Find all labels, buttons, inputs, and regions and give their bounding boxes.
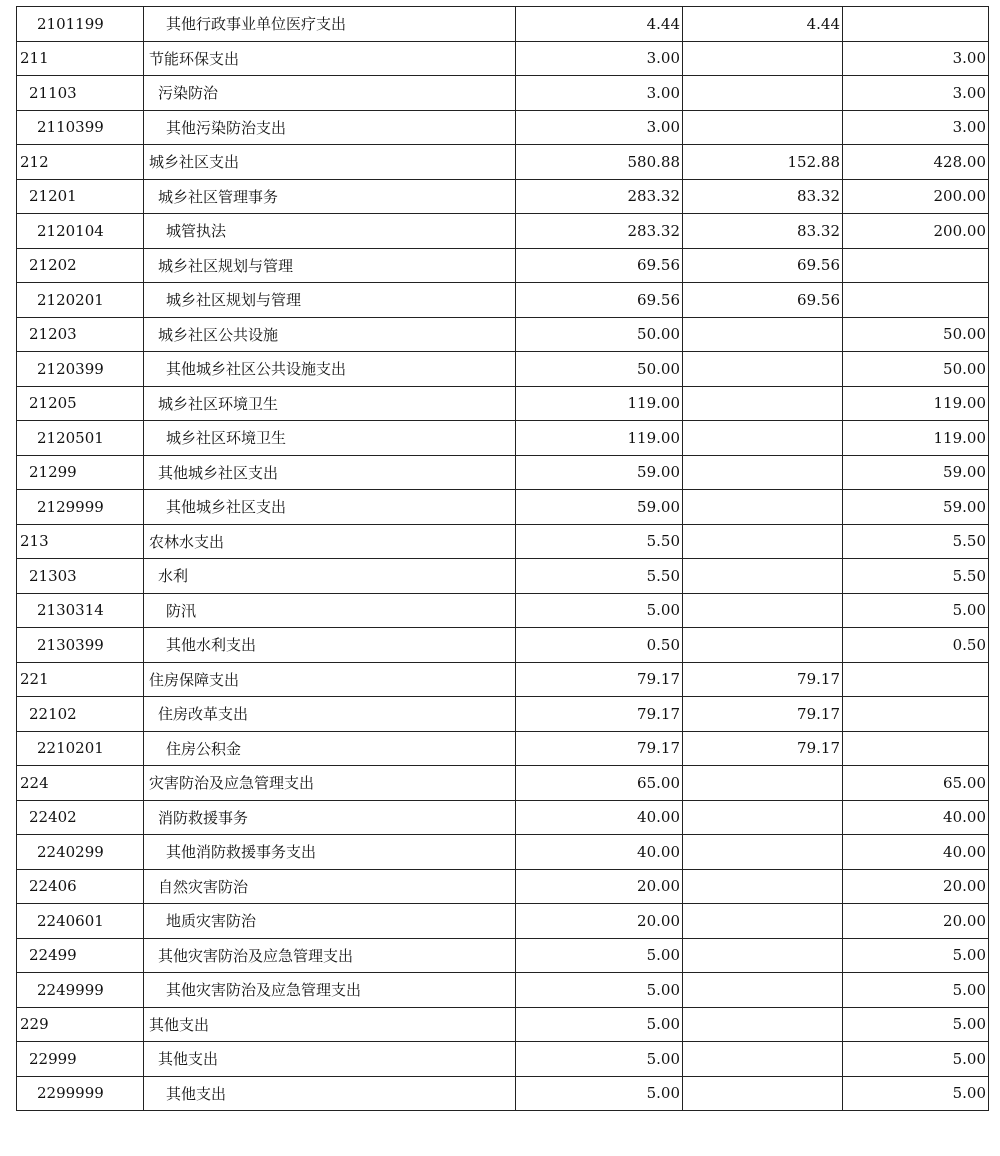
subject-name-cell: 住房保障支出 — [144, 662, 516, 697]
table-row — [17, 7, 989, 42]
subject-name-cell: 城管执法 — [144, 214, 516, 249]
total-amount-cell: 20.00 — [516, 869, 683, 904]
project-expenditure-cell: 5.00 — [843, 1007, 989, 1042]
basic-expenditure-cell: 69.56 — [683, 248, 843, 283]
subject-name-cell: 城乡社区管理事务 — [144, 179, 516, 214]
table-row — [17, 179, 989, 214]
subject-name-cell: 其他支出 — [144, 1076, 516, 1111]
total-amount-cell: 119.00 — [516, 386, 683, 421]
table-row — [17, 697, 989, 732]
table-row — [17, 559, 989, 594]
subject-name-cell: 其他城乡社区支出 — [144, 455, 516, 490]
subject-name-cell: 水利 — [144, 559, 516, 594]
basic-expenditure-cell: 83.32 — [683, 214, 843, 249]
project-expenditure-cell: 200.00 — [843, 179, 989, 214]
subject-code-cell: 2120104 — [17, 214, 144, 249]
subject-name-cell: 城乡社区公共设施 — [144, 317, 516, 352]
table-row — [17, 386, 989, 421]
basic-expenditure-cell — [683, 559, 843, 594]
basic-expenditure-cell — [683, 352, 843, 387]
project-expenditure-cell: 65.00 — [843, 766, 989, 801]
project-expenditure-cell: 119.00 — [843, 421, 989, 456]
subject-code-cell: 2120501 — [17, 421, 144, 456]
table-row — [17, 835, 989, 870]
table-row — [17, 76, 989, 111]
table-row — [17, 490, 989, 525]
total-amount-cell: 5.50 — [516, 524, 683, 559]
table-row — [17, 731, 989, 766]
subject-code-cell: 22406 — [17, 869, 144, 904]
basic-expenditure-cell — [683, 973, 843, 1008]
subject-name-cell: 灾害防治及应急管理支出 — [144, 766, 516, 801]
subject-code-cell: 2101199 — [17, 7, 144, 42]
project-expenditure-cell: 5.00 — [843, 1042, 989, 1077]
basic-expenditure-cell — [683, 455, 843, 490]
subject-name-cell: 城乡社区规划与管理 — [144, 283, 516, 318]
subject-name-cell: 其他灾害防治及应急管理支出 — [144, 973, 516, 1008]
table-row — [17, 869, 989, 904]
project-expenditure-cell: 5.50 — [843, 559, 989, 594]
subject-code-cell: 22499 — [17, 938, 144, 973]
total-amount-cell: 5.00 — [516, 1007, 683, 1042]
total-amount-cell: 69.56 — [516, 283, 683, 318]
basic-expenditure-cell — [683, 628, 843, 663]
basic-expenditure-cell — [683, 766, 843, 801]
total-amount-cell: 79.17 — [516, 731, 683, 766]
basic-expenditure-cell — [683, 904, 843, 939]
project-expenditure-cell: 119.00 — [843, 386, 989, 421]
subject-name-cell: 城乡社区环境卫生 — [144, 421, 516, 456]
total-amount-cell: 50.00 — [516, 352, 683, 387]
basic-expenditure-cell — [683, 317, 843, 352]
total-amount-cell: 69.56 — [516, 248, 683, 283]
table-row — [17, 214, 989, 249]
project-expenditure-cell: 5.00 — [843, 1076, 989, 1111]
project-expenditure-cell: 40.00 — [843, 835, 989, 870]
subject-name-cell: 其他城乡社区公共设施支出 — [144, 352, 516, 387]
basic-expenditure-cell — [683, 1076, 843, 1111]
total-amount-cell: 79.17 — [516, 697, 683, 732]
total-amount-cell: 3.00 — [516, 76, 683, 111]
total-amount-cell: 0.50 — [516, 628, 683, 663]
subject-name-cell: 其他行政事业单位医疗支出 — [144, 7, 516, 42]
basic-expenditure-cell — [683, 110, 843, 145]
subject-code-cell: 2130314 — [17, 593, 144, 628]
subject-name-cell: 其他灾害防治及应急管理支出 — [144, 938, 516, 973]
budget-expenditure-table — [16, 6, 989, 1111]
project-expenditure-cell: 5.50 — [843, 524, 989, 559]
subject-code-cell: 21202 — [17, 248, 144, 283]
project-expenditure-cell: 20.00 — [843, 869, 989, 904]
table-row — [17, 524, 989, 559]
subject-name-cell: 自然灾害防治 — [144, 869, 516, 904]
table-row — [17, 904, 989, 939]
subject-name-cell: 农林水支出 — [144, 524, 516, 559]
subject-name-cell: 城乡社区环境卫生 — [144, 386, 516, 421]
subject-code-cell: 213 — [17, 524, 144, 559]
basic-expenditure-cell — [683, 421, 843, 456]
basic-expenditure-cell — [683, 1042, 843, 1077]
project-expenditure-cell: 200.00 — [843, 214, 989, 249]
subject-name-cell: 污染防治 — [144, 76, 516, 111]
project-expenditure-cell: 5.00 — [843, 973, 989, 1008]
subject-name-cell: 其他支出 — [144, 1007, 516, 1042]
basic-expenditure-cell — [683, 800, 843, 835]
total-amount-cell: 283.32 — [516, 214, 683, 249]
basic-expenditure-cell — [683, 938, 843, 973]
subject-name-cell: 住房改革支出 — [144, 697, 516, 732]
table-row — [17, 110, 989, 145]
subject-name-cell: 城乡社区支出 — [144, 145, 516, 180]
basic-expenditure-cell — [683, 386, 843, 421]
project-expenditure-cell — [843, 7, 989, 42]
project-expenditure-cell: 0.50 — [843, 628, 989, 663]
table-row — [17, 628, 989, 663]
subject-name-cell: 城乡社区规划与管理 — [144, 248, 516, 283]
total-amount-cell: 5.00 — [516, 1042, 683, 1077]
basic-expenditure-cell: 152.88 — [683, 145, 843, 180]
subject-code-cell: 2240601 — [17, 904, 144, 939]
subject-code-cell: 2299999 — [17, 1076, 144, 1111]
table-row — [17, 283, 989, 318]
subject-code-cell: 21303 — [17, 559, 144, 594]
subject-code-cell: 2210201 — [17, 731, 144, 766]
subject-code-cell: 22999 — [17, 1042, 144, 1077]
subject-code-cell: 2110399 — [17, 110, 144, 145]
subject-name-cell: 地质灾害防治 — [144, 904, 516, 939]
table-row — [17, 455, 989, 490]
subject-code-cell: 21103 — [17, 76, 144, 111]
project-expenditure-cell: 59.00 — [843, 455, 989, 490]
basic-expenditure-cell: 4.44 — [683, 7, 843, 42]
table-row — [17, 800, 989, 835]
basic-expenditure-cell — [683, 41, 843, 76]
subject-name-cell: 其他消防救援事务支出 — [144, 835, 516, 870]
total-amount-cell: 283.32 — [516, 179, 683, 214]
table-row — [17, 1076, 989, 1111]
subject-name-cell: 其他支出 — [144, 1042, 516, 1077]
table-row — [17, 248, 989, 283]
table-row — [17, 593, 989, 628]
table-row — [17, 421, 989, 456]
total-amount-cell: 3.00 — [516, 110, 683, 145]
project-expenditure-cell: 5.00 — [843, 938, 989, 973]
project-expenditure-cell — [843, 731, 989, 766]
total-amount-cell: 59.00 — [516, 490, 683, 525]
project-expenditure-cell: 59.00 — [843, 490, 989, 525]
subject-code-cell: 21203 — [17, 317, 144, 352]
subject-code-cell: 212 — [17, 145, 144, 180]
subject-code-cell: 21201 — [17, 179, 144, 214]
total-amount-cell: 5.00 — [516, 1076, 683, 1111]
basic-expenditure-cell — [683, 835, 843, 870]
total-amount-cell: 40.00 — [516, 800, 683, 835]
project-expenditure-cell: 5.00 — [843, 593, 989, 628]
total-amount-cell: 65.00 — [516, 766, 683, 801]
subject-code-cell: 229 — [17, 1007, 144, 1042]
total-amount-cell: 119.00 — [516, 421, 683, 456]
total-amount-cell: 5.00 — [516, 593, 683, 628]
subject-name-cell: 消防救援事务 — [144, 800, 516, 835]
basic-expenditure-cell — [683, 593, 843, 628]
table-row — [17, 317, 989, 352]
subject-code-cell: 2240299 — [17, 835, 144, 870]
subject-code-cell: 21299 — [17, 455, 144, 490]
subject-name-cell: 其他污染防治支出 — [144, 110, 516, 145]
table-row — [17, 938, 989, 973]
basic-expenditure-cell — [683, 524, 843, 559]
table-row — [17, 41, 989, 76]
table-row — [17, 1042, 989, 1077]
basic-expenditure-cell: 79.17 — [683, 662, 843, 697]
total-amount-cell: 4.44 — [516, 7, 683, 42]
subject-code-cell: 2129999 — [17, 490, 144, 525]
subject-name-cell: 住房公积金 — [144, 731, 516, 766]
subject-code-cell: 2249999 — [17, 973, 144, 1008]
project-expenditure-cell: 3.00 — [843, 41, 989, 76]
basic-expenditure-cell: 79.17 — [683, 731, 843, 766]
subject-code-cell: 211 — [17, 41, 144, 76]
subject-code-cell: 22402 — [17, 800, 144, 835]
project-expenditure-cell — [843, 697, 989, 732]
total-amount-cell: 5.00 — [516, 938, 683, 973]
subject-code-cell: 221 — [17, 662, 144, 697]
basic-expenditure-cell: 69.56 — [683, 283, 843, 318]
table-row — [17, 1007, 989, 1042]
table-body — [17, 7, 989, 1111]
project-expenditure-cell: 20.00 — [843, 904, 989, 939]
subject-code-cell: 2120201 — [17, 283, 144, 318]
basic-expenditure-cell — [683, 76, 843, 111]
subject-code-cell: 21205 — [17, 386, 144, 421]
total-amount-cell: 5.00 — [516, 973, 683, 1008]
basic-expenditure-cell: 83.32 — [683, 179, 843, 214]
basic-expenditure-cell — [683, 1007, 843, 1042]
table-row — [17, 973, 989, 1008]
table-row — [17, 145, 989, 180]
subject-code-cell: 224 — [17, 766, 144, 801]
project-expenditure-cell: 3.00 — [843, 110, 989, 145]
project-expenditure-cell: 50.00 — [843, 352, 989, 387]
subject-name-cell: 防汛 — [144, 593, 516, 628]
subject-name-cell: 其他城乡社区支出 — [144, 490, 516, 525]
basic-expenditure-cell — [683, 490, 843, 525]
table-row — [17, 766, 989, 801]
project-expenditure-cell — [843, 662, 989, 697]
project-expenditure-cell — [843, 283, 989, 318]
subject-name-cell: 其他水利支出 — [144, 628, 516, 663]
total-amount-cell: 50.00 — [516, 317, 683, 352]
basic-expenditure-cell — [683, 869, 843, 904]
total-amount-cell: 3.00 — [516, 41, 683, 76]
table-row — [17, 662, 989, 697]
subject-code-cell: 22102 — [17, 697, 144, 732]
total-amount-cell: 79.17 — [516, 662, 683, 697]
total-amount-cell: 20.00 — [516, 904, 683, 939]
project-expenditure-cell: 40.00 — [843, 800, 989, 835]
subject-code-cell: 2120399 — [17, 352, 144, 387]
subject-name-cell: 节能环保支出 — [144, 41, 516, 76]
basic-expenditure-cell: 79.17 — [683, 697, 843, 732]
total-amount-cell: 5.50 — [516, 559, 683, 594]
table-row — [17, 352, 989, 387]
project-expenditure-cell: 50.00 — [843, 317, 989, 352]
total-amount-cell: 40.00 — [516, 835, 683, 870]
total-amount-cell: 59.00 — [516, 455, 683, 490]
project-expenditure-cell: 3.00 — [843, 76, 989, 111]
project-expenditure-cell — [843, 248, 989, 283]
project-expenditure-cell: 428.00 — [843, 145, 989, 180]
subject-code-cell: 2130399 — [17, 628, 144, 663]
total-amount-cell: 580.88 — [516, 145, 683, 180]
